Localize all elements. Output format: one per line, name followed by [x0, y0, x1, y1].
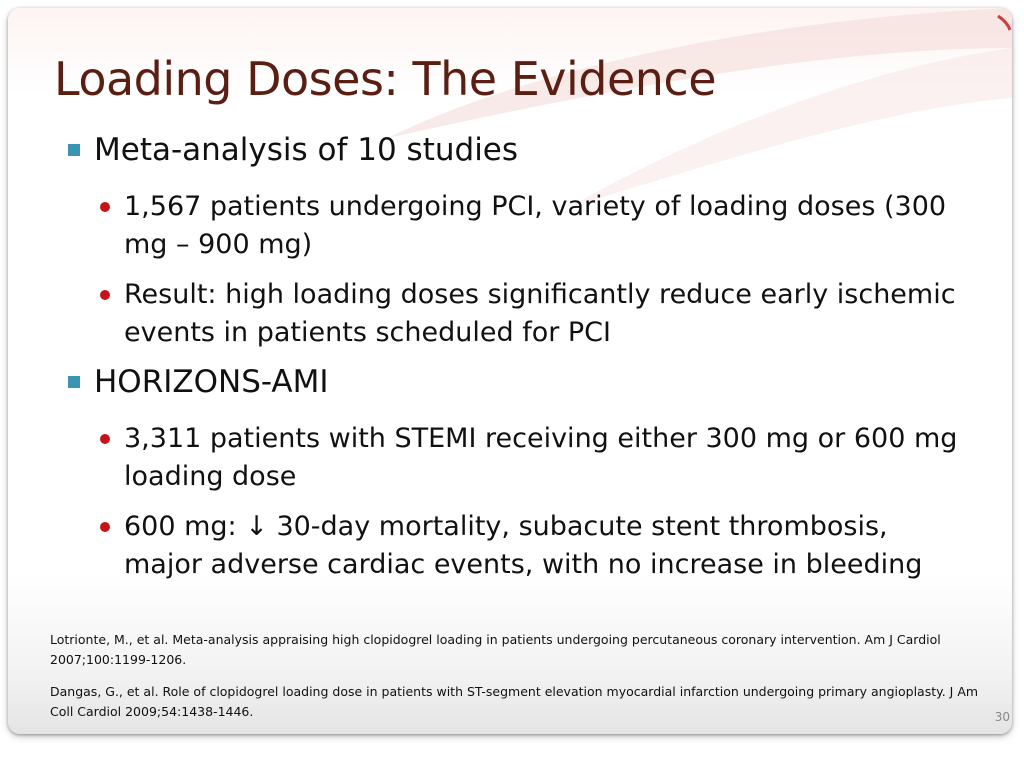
bullet-text: HORIZONS-AMI [94, 364, 329, 400]
page-number: 30 [994, 710, 1010, 724]
reference-2: Dangas, G., et al. Role of clopidogrel loading dose in patients with ST-segment elevation myocardial infarction undergoing primary angioplasty. J Am Coll Cardiol 2009;54:1438-1446. [50, 684, 979, 719]
square-bullet-icon [68, 376, 80, 388]
square-bullet-icon [68, 144, 80, 156]
bullet-text: Meta-analysis of 10 studies [94, 132, 519, 168]
slide-frame [8, 8, 1012, 734]
sub-bullet-text: 600 mg: ↓ 30-day mortality, subacute stent thrombosis, major adverse cardiac events, with no increase in bleeding [124, 511, 923, 580]
sub-bullet-text: Result: high loading doses significantly reduce early ischemic events in patients scheduled for PCI [124, 279, 956, 348]
decorative-swoosh [8, 8, 1012, 208]
sub-bullet-text: 3,311 patients with STEMI receiving either 300 mg or 600 mg loading dose [124, 423, 958, 492]
round-bullet-icon [100, 290, 110, 300]
round-bullet-icon [100, 522, 110, 532]
slide-title: Loading Doses: The Evidence [54, 52, 717, 106]
round-bullet-icon [100, 434, 110, 444]
round-bullet-icon [100, 202, 110, 212]
reference-1: Lotrionte, M., et al. Meta-analysis appraising high clopidogrel loading in patients undergoing percutaneous coronary intervention. Am J Cardiol 2007;100:1199-1206. [50, 632, 941, 667]
sub-bullet-text: 1,567 patients undergoing PCI, variety of loading doses (300 mg – 900 mg) [124, 191, 947, 260]
